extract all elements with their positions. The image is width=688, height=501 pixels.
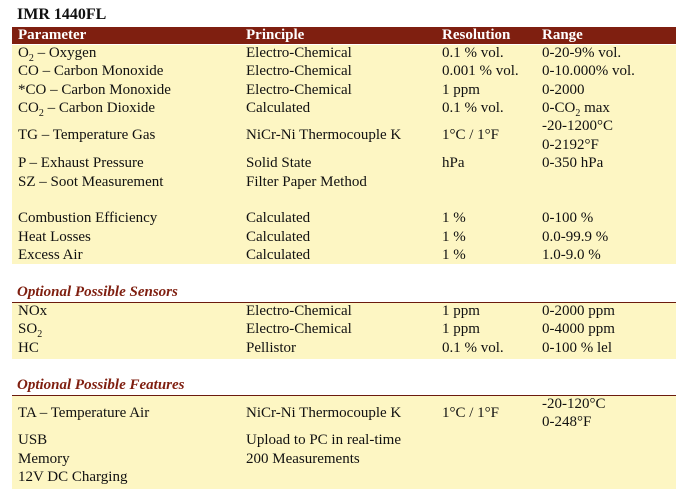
col-principle: Principle xyxy=(246,27,305,43)
principle-cell: Electro-Chemical xyxy=(246,321,352,337)
param-co2: $CO_2$ – Carbon Dioxide xyxy=(18,100,156,119)
principle-cell: Calculated xyxy=(246,100,311,116)
resolution-cell: hPa xyxy=(442,155,465,171)
param-co: CO – Carbon Monoxide xyxy=(18,63,164,79)
resolution-cell: 1 ppm xyxy=(442,82,480,98)
param-hc: HC xyxy=(18,340,39,356)
range-cell: 0-248°F xyxy=(542,414,592,430)
param-p: P – Exhaust Pressure xyxy=(18,155,144,171)
principle-cell: NiCr-Ni Thermocouple K xyxy=(246,127,402,143)
param-sz: SZ – Soot Measurement xyxy=(18,174,164,190)
param-so2: $SO_2$ xyxy=(18,321,43,340)
resolution-cell: 0.001 % vol. xyxy=(442,63,519,79)
resolution-cell: 0.1 % vol. xyxy=(442,100,504,116)
principle-cell: Electro-Chemical xyxy=(246,63,352,79)
col-range: Range xyxy=(542,27,583,43)
resolution-cell: 0.1 % vol. xyxy=(442,340,504,356)
resolution-cell: 1°C / 1°F xyxy=(442,127,500,143)
param-tg: TG – Temperature Gas xyxy=(18,127,156,143)
param-charging: 12V DC Charging xyxy=(18,469,128,485)
param-heat-losses: Heat Losses xyxy=(18,229,91,245)
param-usb: USB xyxy=(18,432,48,448)
resolution-cell: 1°C / 1°F xyxy=(442,405,500,421)
principle-cell: Solid State xyxy=(246,155,312,171)
range-cell: 0-2000 xyxy=(542,82,585,98)
range-cell: 0.0-99.9 % xyxy=(542,229,609,245)
range-cell: 0-10.000% vol. xyxy=(542,63,635,79)
principle-cell: NiCr-Ni Thermocouple K xyxy=(246,405,402,421)
principle-cell: Calculated xyxy=(246,229,311,245)
param-nox: NOx xyxy=(18,303,48,319)
col-parameter: Parameter xyxy=(18,27,87,43)
param-o2: $O_2$ – Oxygen xyxy=(18,45,97,64)
features-heading: Optional Possible Features xyxy=(17,377,185,393)
param-excess-air: Excess Air xyxy=(18,247,83,263)
resolution-cell: 1 % xyxy=(442,210,466,226)
range-cell: 0-100 % xyxy=(542,210,594,226)
table-header xyxy=(12,27,676,44)
principle-cell: Electro-Chemical xyxy=(246,303,352,319)
principle-cell: Upload to PC in real-time xyxy=(246,432,401,448)
principle-cell: Electro-Chemical xyxy=(246,82,352,98)
param-ta: TA – Temperature Air xyxy=(18,405,150,421)
range-cell: 0-350 hPa xyxy=(542,155,604,171)
principle-cell: Electro-Chemical xyxy=(246,45,352,61)
principle-cell: Calculated xyxy=(246,210,311,226)
range-cell: 1.0-9.0 % xyxy=(542,247,601,263)
range-cell: 0-2192°F xyxy=(542,137,599,153)
range-cell: 0-100 % lel xyxy=(542,340,612,356)
range-cell: 0-2000 ppm xyxy=(542,303,615,319)
param-efficiency: Combustion Efficiency xyxy=(18,210,158,226)
range-cell: -20-120°C xyxy=(542,396,606,412)
range-cell: 0-20-9% vol. xyxy=(542,45,622,61)
param-co-ppm: *CO – Carbon Monoxide xyxy=(18,82,171,98)
param-memory: Memory xyxy=(18,451,70,467)
principle-cell: Calculated xyxy=(246,247,311,263)
resolution-cell: 1 % xyxy=(442,229,466,245)
resolution-cell: 1 ppm xyxy=(442,321,480,337)
principle-cell: Filter Paper Method xyxy=(246,174,367,190)
resolution-cell: 1 ppm xyxy=(442,303,480,319)
resolution-cell: 0.1 % vol. xyxy=(442,45,504,61)
range-cell: -20-1200°C xyxy=(542,118,613,134)
product-title: IMR 1440FL xyxy=(17,6,107,23)
col-resolution: Resolution xyxy=(442,27,511,43)
resolution-cell: 1 % xyxy=(442,247,466,263)
principle-cell: Pellistor xyxy=(246,340,297,356)
range-cell: 0-4000 ppm xyxy=(542,321,615,337)
range-cell: $0-CO_2$ max xyxy=(542,100,610,119)
principle-cell: 200 Measurements xyxy=(246,451,360,467)
sensors-heading: Optional Possible Sensors xyxy=(17,284,178,300)
